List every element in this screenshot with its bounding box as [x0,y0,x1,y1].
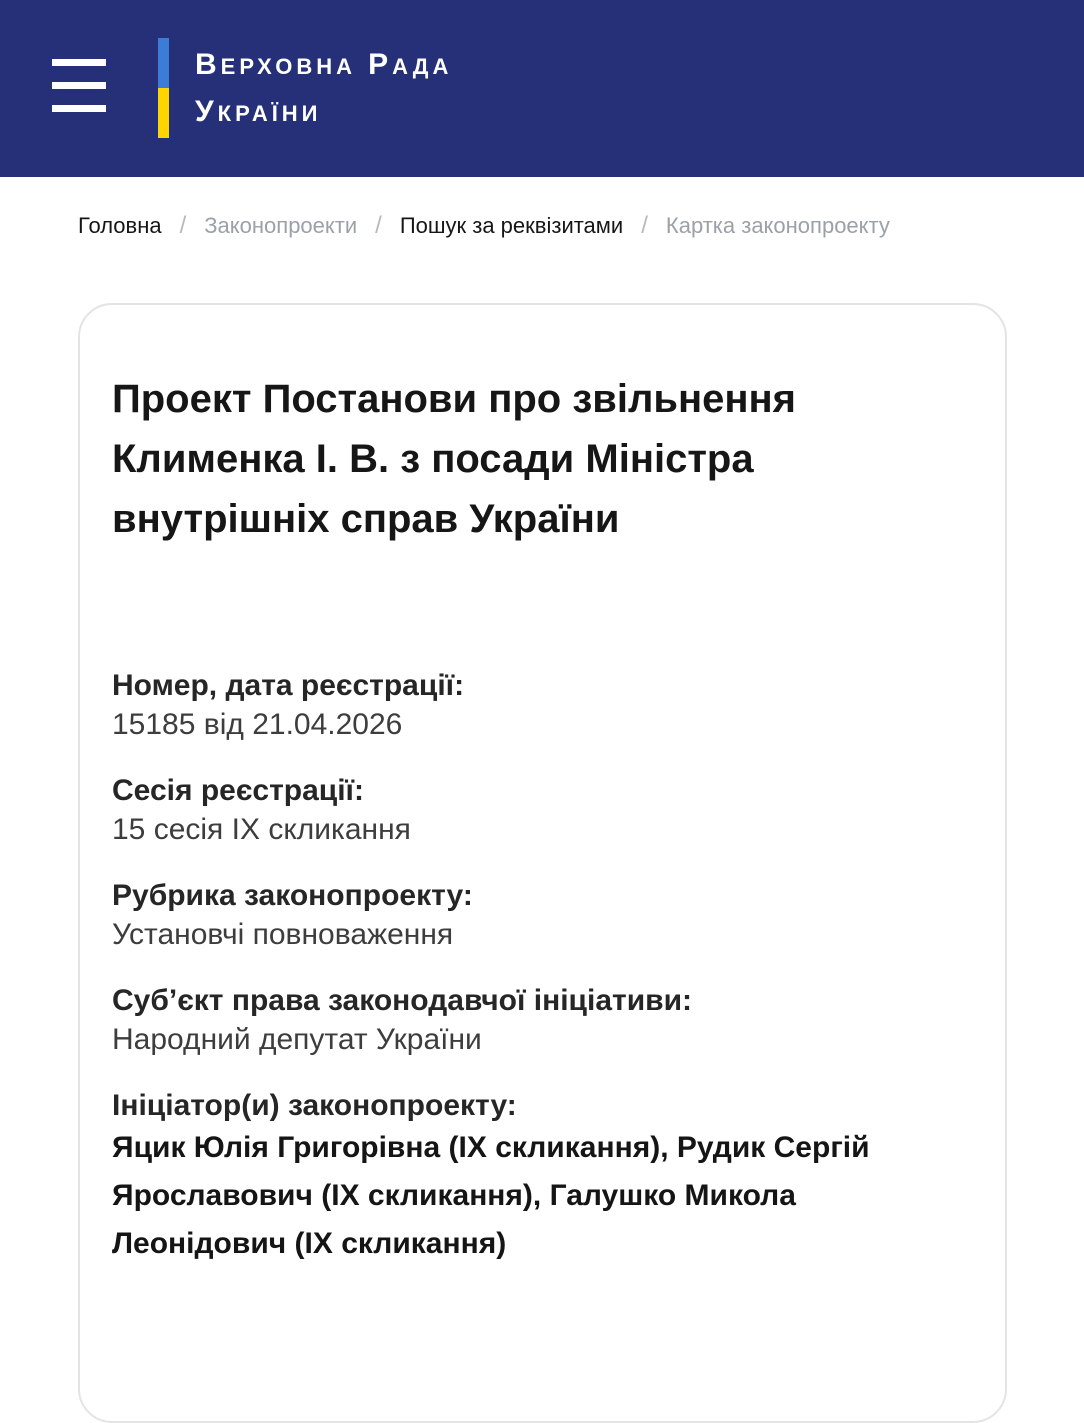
breadcrumb-item-1[interactable]: Головна [78,213,162,238]
logo[interactable] [158,38,452,138]
field-value: 15185 від 21.04.2026 [112,708,403,741]
app-header [0,0,1084,177]
breadcrumb-item-3[interactable]: Пошук за реквізитами [399,213,624,238]
field-label: Ініціатор(и) законопроекту: [112,1089,517,1122]
field-label: Суб’єкт права законодавчої ініціативи: [112,984,693,1017]
breadcrumb-separator: / [375,212,382,239]
bill-field [112,982,973,1061]
bill-fields [112,667,973,1268]
field-value: Яцик Юлія Григорівна (IX скликання), Рудик Сергій Ярославович (IX скликання), Галушко Микола Леонідович (IX скликання) [112,1131,870,1260]
menu-button[interactable] [52,58,106,112]
field-value: Установчі повноваження [112,918,454,951]
breadcrumb-item-2[interactable]: Законопроекти [204,213,358,238]
field-value: 15 сесія IX скликання [112,813,411,846]
field-label: Номер, дата реєстрації: [112,669,465,702]
bill-card [78,303,1007,1423]
hamburger-icon [52,59,106,112]
logo-line-2: УКРАЇНИ [195,95,322,128]
breadcrumb-separator: / [179,212,187,239]
breadcrumb-item-4: Картка законопроекту [665,213,890,238]
ukraine-flag-icon [158,38,169,138]
breadcrumb-separator: / [641,212,648,239]
bill-field [112,877,973,956]
field-label: Рубрика законопроекту: [112,879,473,912]
bill-field [112,1087,973,1268]
breadcrumb [78,209,1084,243]
logo-text [195,38,452,138]
bill-field [112,667,973,746]
bill-field [112,772,973,851]
field-value: Народний депутат України [112,1023,482,1056]
field-label: Сесія реєстрації: [112,774,364,807]
logo-line-1: ВЕРХОВНА РАДА [195,48,453,81]
bill-title: Проект Постанови про звільнення Клименка І. В. з посади Міністра внутрішніх справ України [112,377,797,541]
